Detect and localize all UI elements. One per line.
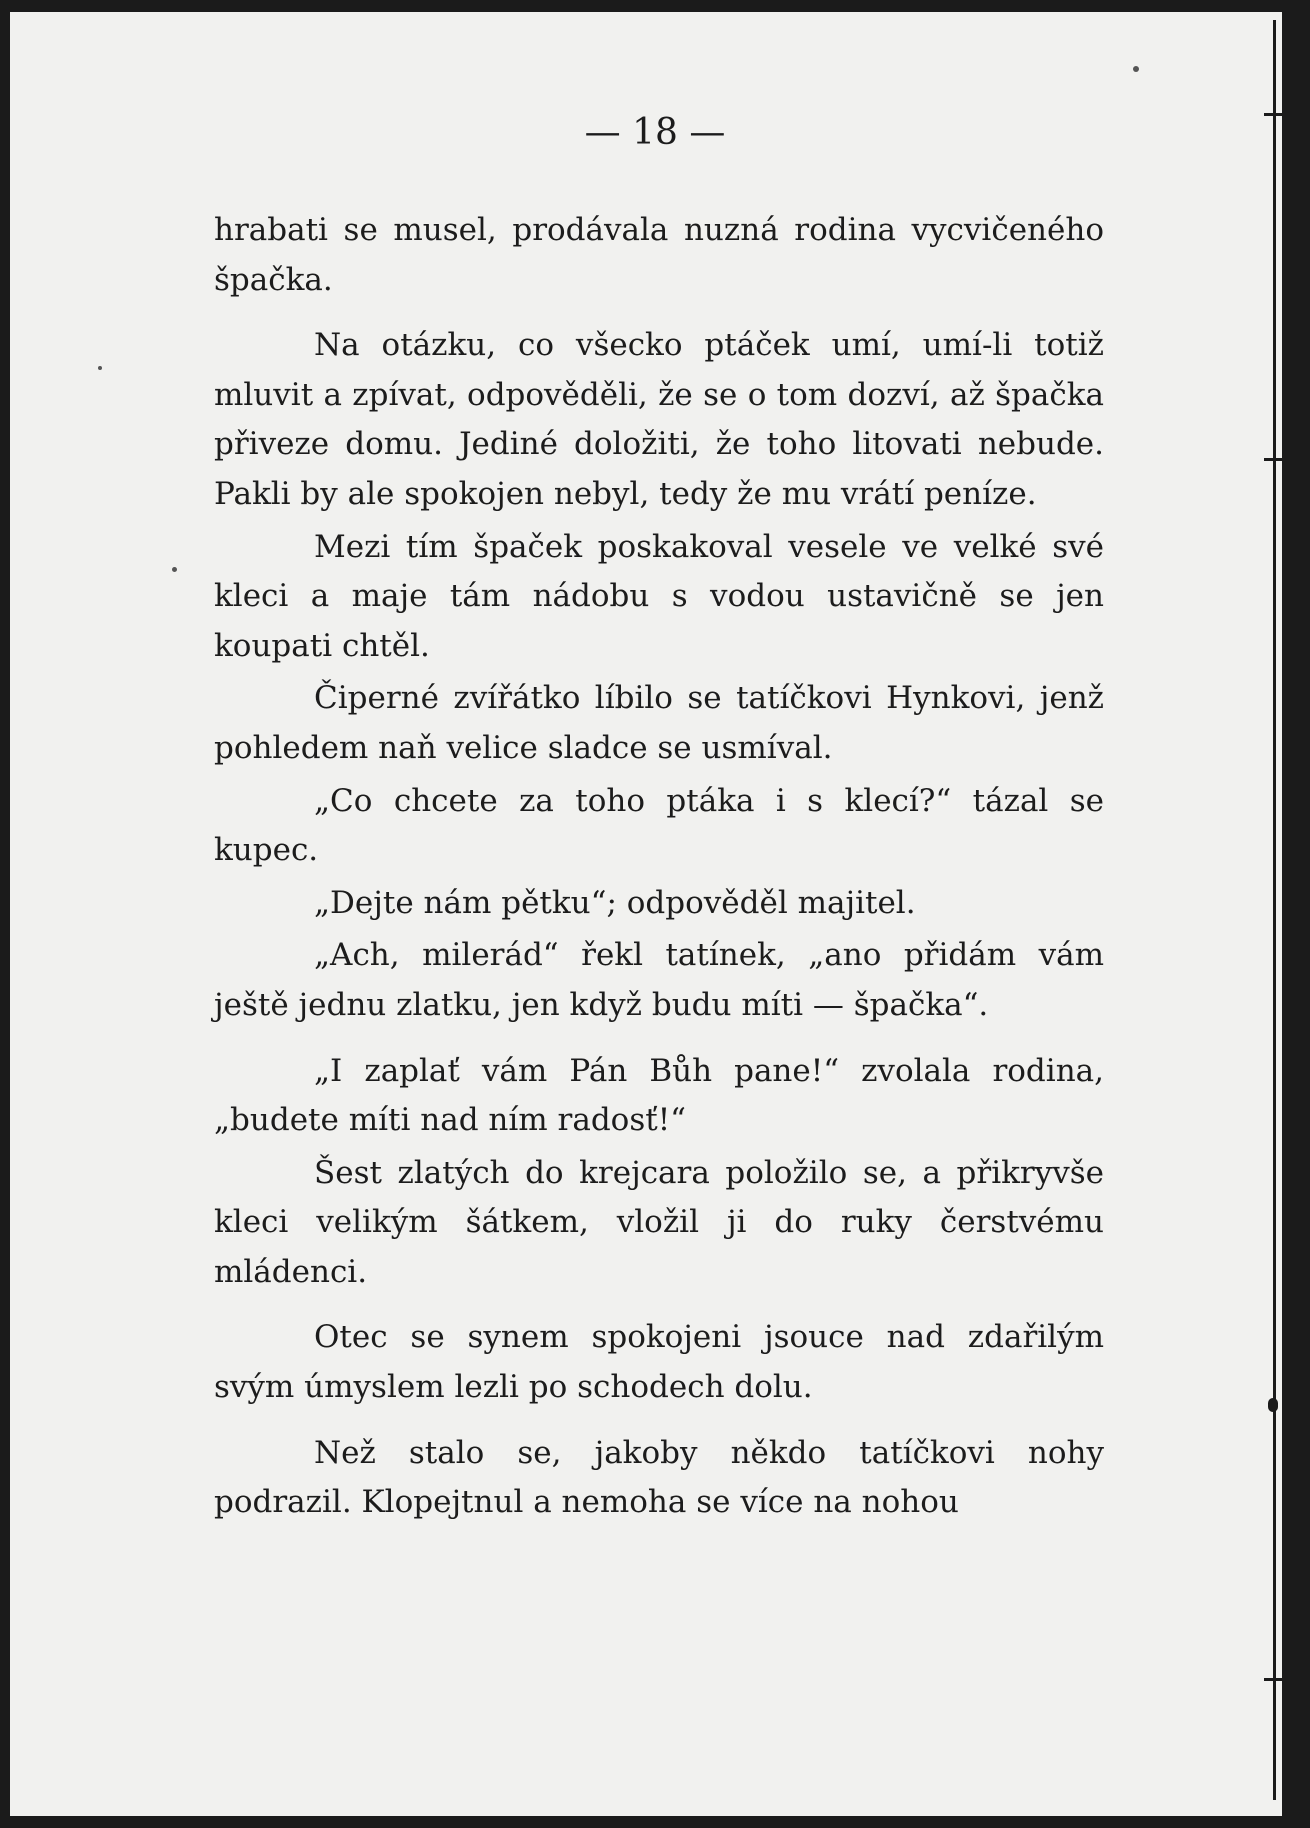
paragraph: „I zaplať vám Pán Bůh pane!“ zvolala rodina, „budete míti nad ním radosť!“	[214, 1052, 1104, 1139]
paper-speck	[172, 567, 177, 572]
page-body-text	[214, 206, 1104, 1531]
paper-speck	[98, 366, 102, 370]
page-edge-mark	[1268, 1398, 1278, 1412]
paragraph: „Dejte nám pětku“; odpověděl majitel.	[314, 884, 916, 921]
paragraph: Než stalo se, jakoby někdo tatíčkovi nohy podrazil. Klopejtnul a nemoha se více na nohou	[214, 1434, 1104, 1521]
page-edge-tick	[1264, 458, 1286, 461]
page-edge-line	[1273, 20, 1276, 1800]
paragraph: Mezi tím špaček poskakoval vesele ve velké své kleci a maje tám nádobu s vodou ustavičně se jen koupati chtěl.	[214, 528, 1104, 664]
paragraph: Čiperné zvířátko líbilo se tatíčkovi Hynkovi, jenž pohledem naň velice sladce se usmíval.	[214, 680, 1104, 766]
page-number: — 18 —	[584, 112, 726, 153]
paragraph: Šest zlatých do krejcara položilo se, a přikryvše kleci velikým šátkem, vložil ji do ruky čerstvému mládenci.	[214, 1154, 1104, 1290]
paragraph: Na otázku, co všecko ptáček umí, umí-li totiž mluvit a zpívat, odpověděli, že se o tom dozví, až špačka přiveze domu. Jediné doložiti, že toho litovati nebude. Pakli by ale spokojen nebyl, tedy že mu vrátí peníze.	[214, 327, 1104, 512]
paragraph: hrabati se musel, prodávala nuzná rodina vycvičeného špačka.	[214, 212, 1104, 298]
page-edge-tick	[1264, 1678, 1286, 1681]
paragraph: „Ach, milerád“ řekl tatínek, „ano přidám vám ještě jednu zlatku, jen když budu míti — špačka“.	[214, 937, 1104, 1023]
paragraph: „Co chcete za toho ptáka i s klecí?“ tázal se kupec.	[214, 782, 1104, 869]
paper-speck	[1133, 66, 1139, 72]
paragraph: Otec se synem spokojeni jsouce nad zdařilým svým úmyslem lezli po schodech dolu.	[214, 1319, 1104, 1406]
